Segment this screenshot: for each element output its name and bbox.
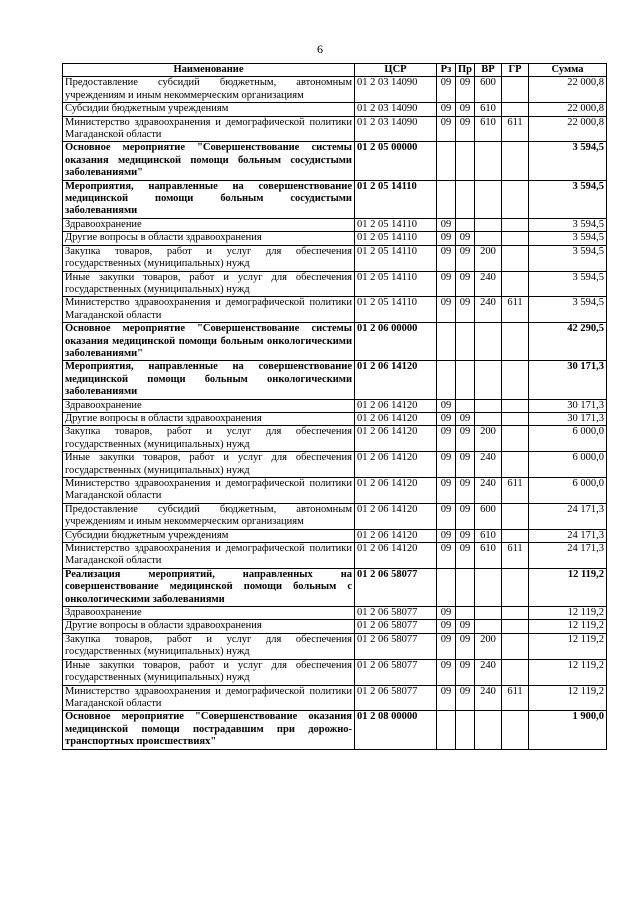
cell-pr: 09 — [456, 412, 475, 425]
cell-pr — [456, 323, 475, 361]
cell-sum: 22 000,8 — [529, 77, 607, 103]
cell-csr: 01 2 06 58077 — [355, 568, 437, 606]
cell-pr: 09 — [456, 245, 475, 271]
cell-name: Субсидии бюджетным учреждениям — [63, 529, 355, 542]
cell-sum: 24 171,3 — [529, 503, 607, 529]
cell-name: Основное мероприятие "Совершенствование системы оказания медицинской помощи больным онкологическими заболеваниями" — [63, 323, 355, 361]
cell-name: Основное мероприятие "Совершенствование оказания медицинской помощи пострадавшим при дорожно-транспортных происшествиях" — [63, 711, 355, 749]
cell-gr — [502, 245, 529, 271]
table-row — [63, 116, 607, 142]
cell-sum: 24 171,3 — [529, 543, 607, 569]
cell-name: Реализация мероприятий, направленных на совершенствование медицинской помощи больным с онкологическими заболеваниями — [63, 568, 355, 606]
cell-name: Субсидии бюджетным учреждениям — [63, 103, 355, 116]
cell-sum: 30 171,3 — [529, 361, 607, 399]
cell-name: Мероприятия, направленные на совершенствование медицинской помощи больным сосудистыми заболеваниями — [63, 180, 355, 218]
table-row — [63, 232, 607, 245]
table-row — [63, 77, 607, 103]
header-pr: Пр — [456, 64, 475, 77]
cell-rz: 09 — [437, 297, 456, 323]
cell-name: Здравоохранение — [63, 218, 355, 231]
cell-sum: 24 171,3 — [529, 529, 607, 542]
cell-rz: 09 — [437, 426, 456, 452]
table-row — [63, 180, 607, 218]
cell-sum: 3 594,5 — [529, 297, 607, 323]
cell-vr: 240 — [475, 271, 502, 297]
budget-table — [62, 63, 607, 750]
cell-sum: 12 119,2 — [529, 568, 607, 606]
cell-rz: 09 — [437, 543, 456, 569]
cell-rz — [437, 711, 456, 749]
cell-pr: 09 — [456, 633, 475, 659]
cell-vr: 200 — [475, 245, 502, 271]
table-row — [63, 503, 607, 529]
cell-sum: 12 119,2 — [529, 685, 607, 711]
cell-gr — [502, 232, 529, 245]
cell-csr: 01 2 06 14120 — [355, 426, 437, 452]
cell-pr: 09 — [456, 620, 475, 633]
table-row — [63, 568, 607, 606]
table-row — [63, 297, 607, 323]
cell-name: Министерство здравоохранения и демографической политики Магаданской области — [63, 478, 355, 504]
cell-name: Иные закупки товаров, работ и услуг для обеспечения государственных (муниципальных) нужд — [63, 452, 355, 478]
cell-name: Основное мероприятие "Совершенствование системы оказания медицинской помощи больным сосудистыми заболеваниями" — [63, 142, 355, 180]
cell-rz: 09 — [437, 77, 456, 103]
cell-csr: 01 2 06 14120 — [355, 543, 437, 569]
cell-gr — [502, 659, 529, 685]
cell-pr: 09 — [456, 297, 475, 323]
cell-pr: 09 — [456, 77, 475, 103]
cell-gr — [502, 361, 529, 399]
cell-vr: 610 — [475, 103, 502, 116]
cell-gr — [502, 633, 529, 659]
cell-pr: 09 — [456, 426, 475, 452]
cell-vr: 200 — [475, 426, 502, 452]
cell-vr — [475, 568, 502, 606]
cell-vr: 240 — [475, 685, 502, 711]
cell-name: Иные закупки товаров, работ и услуг для обеспечения государственных (муниципальных) нужд — [63, 659, 355, 685]
cell-rz: 09 — [437, 271, 456, 297]
cell-pr — [456, 142, 475, 180]
cell-name: Министерство здравоохранения и демографической политики Магаданской области — [63, 116, 355, 142]
cell-gr: 611 — [502, 297, 529, 323]
cell-sum: 12 119,2 — [529, 659, 607, 685]
cell-rz: 09 — [437, 103, 456, 116]
cell-rz: 09 — [437, 478, 456, 504]
cell-pr: 09 — [456, 116, 475, 142]
cell-sum: 30 171,3 — [529, 399, 607, 412]
table-row — [63, 659, 607, 685]
table-row — [63, 361, 607, 399]
table-row — [63, 685, 607, 711]
header-vr: ВР — [475, 64, 502, 77]
cell-gr: 611 — [502, 116, 529, 142]
table-row — [63, 271, 607, 297]
cell-pr — [456, 180, 475, 218]
cell-sum: 6 000,0 — [529, 452, 607, 478]
cell-pr: 09 — [456, 103, 475, 116]
cell-gr — [502, 77, 529, 103]
cell-csr: 01 2 08 00000 — [355, 711, 437, 749]
cell-vr — [475, 180, 502, 218]
table-row — [63, 543, 607, 569]
page-number: 6 — [317, 42, 323, 56]
cell-vr — [475, 620, 502, 633]
cell-sum: 1 900,0 — [529, 711, 607, 749]
cell-rz: 09 — [437, 452, 456, 478]
cell-gr — [502, 399, 529, 412]
cell-gr — [502, 620, 529, 633]
cell-vr: 610 — [475, 529, 502, 542]
header-rz: Рз — [437, 64, 456, 77]
cell-gr — [502, 503, 529, 529]
cell-sum: 12 119,2 — [529, 607, 607, 620]
cell-gr: 611 — [502, 543, 529, 569]
cell-name: Иные закупки товаров, работ и услуг для обеспечения государственных (муниципальных) нужд — [63, 271, 355, 297]
cell-vr — [475, 711, 502, 749]
cell-name: Другие вопросы в области здравоохранения — [63, 232, 355, 245]
header-sum: Сумма — [529, 64, 607, 77]
cell-csr: 01 2 06 14120 — [355, 412, 437, 425]
cell-gr — [502, 271, 529, 297]
cell-vr — [475, 361, 502, 399]
table-row — [63, 452, 607, 478]
cell-vr — [475, 142, 502, 180]
cell-pr: 09 — [456, 478, 475, 504]
cell-vr: 610 — [475, 116, 502, 142]
cell-pr — [456, 399, 475, 412]
cell-rz: 09 — [437, 685, 456, 711]
cell-vr — [475, 412, 502, 425]
cell-name: Закупка товаров, работ и услуг для обеспечения государственных (муниципальных) нужд — [63, 426, 355, 452]
cell-csr: 01 2 06 58077 — [355, 607, 437, 620]
cell-vr — [475, 323, 502, 361]
cell-name: Министерство здравоохранения и демографической политики Магаданской области — [63, 543, 355, 569]
cell-vr — [475, 232, 502, 245]
cell-pr: 09 — [456, 271, 475, 297]
header-gr: ГР — [502, 64, 529, 77]
cell-name: Здравоохранение — [63, 399, 355, 412]
cell-gr — [502, 103, 529, 116]
cell-csr: 01 2 05 14110 — [355, 232, 437, 245]
header-csr: ЦСР — [355, 64, 437, 77]
cell-csr: 01 2 06 14120 — [355, 452, 437, 478]
cell-name: Министерство здравоохранения и демографической политики Магаданской области — [63, 297, 355, 323]
cell-rz: 09 — [437, 659, 456, 685]
cell-vr: 240 — [475, 659, 502, 685]
cell-gr — [502, 218, 529, 231]
cell-gr — [502, 142, 529, 180]
cell-name: Закупка товаров, работ и услуг для обеспечения государственных (муниципальных) нужд — [63, 633, 355, 659]
cell-csr: 01 2 03 14090 — [355, 116, 437, 142]
cell-name: Другие вопросы в области здравоохранения — [63, 412, 355, 425]
cell-csr: 01 2 06 58077 — [355, 685, 437, 711]
cell-pr: 09 — [456, 452, 475, 478]
cell-name: Предоставление субсидий бюджетным, автономным учреждениям и иным некоммерческим организациям — [63, 503, 355, 529]
cell-rz: 09 — [437, 116, 456, 142]
table-row — [63, 620, 607, 633]
cell-gr — [502, 568, 529, 606]
cell-csr: 01 2 05 14110 — [355, 218, 437, 231]
cell-pr: 09 — [456, 232, 475, 245]
cell-rz: 09 — [437, 232, 456, 245]
cell-rz — [437, 142, 456, 180]
cell-vr: 200 — [475, 633, 502, 659]
table-row — [63, 633, 607, 659]
cell-csr: 01 2 03 14090 — [355, 103, 437, 116]
cell-pr: 09 — [456, 503, 475, 529]
cell-csr: 01 2 06 14120 — [355, 361, 437, 399]
cell-rz — [437, 323, 456, 361]
cell-gr — [502, 711, 529, 749]
cell-rz: 09 — [437, 633, 456, 659]
cell-rz — [437, 568, 456, 606]
cell-rz: 09 — [437, 218, 456, 231]
cell-rz: 09 — [437, 529, 456, 542]
cell-pr — [456, 218, 475, 231]
cell-rz: 09 — [437, 245, 456, 271]
cell-gr: 611 — [502, 478, 529, 504]
cell-sum: 3 594,5 — [529, 180, 607, 218]
cell-csr: 01 2 06 58077 — [355, 659, 437, 685]
cell-sum: 3 594,5 — [529, 142, 607, 180]
cell-vr: 240 — [475, 452, 502, 478]
cell-gr: 611 — [502, 685, 529, 711]
cell-vr: 600 — [475, 77, 502, 103]
table-row — [63, 323, 607, 361]
cell-gr — [502, 607, 529, 620]
cell-vr: 600 — [475, 503, 502, 529]
cell-pr: 09 — [456, 529, 475, 542]
cell-sum: 3 594,5 — [529, 271, 607, 297]
cell-sum: 6 000,0 — [529, 426, 607, 452]
cell-csr: 01 2 05 00000 — [355, 142, 437, 180]
cell-rz: 09 — [437, 620, 456, 633]
cell-sum: 6 000,0 — [529, 478, 607, 504]
cell-csr: 01 2 05 14110 — [355, 297, 437, 323]
cell-vr — [475, 399, 502, 412]
table-row — [63, 103, 607, 116]
cell-pr — [456, 607, 475, 620]
cell-gr — [502, 529, 529, 542]
cell-name: Мероприятия, направленные на совершенствование медицинской помощи больным онкологическими заболеваниями — [63, 361, 355, 399]
cell-pr: 09 — [456, 659, 475, 685]
cell-sum: 30 171,3 — [529, 412, 607, 425]
cell-csr: 01 2 06 14120 — [355, 478, 437, 504]
cell-vr — [475, 607, 502, 620]
cell-pr — [456, 361, 475, 399]
cell-rz: 09 — [437, 503, 456, 529]
cell-name: Министерство здравоохранения и демографической политики Магаданской области — [63, 685, 355, 711]
cell-sum: 12 119,2 — [529, 633, 607, 659]
cell-sum: 3 594,5 — [529, 232, 607, 245]
cell-vr: 610 — [475, 543, 502, 569]
cell-sum: 22 000,8 — [529, 103, 607, 116]
cell-gr — [502, 323, 529, 361]
header-name: Наименование — [63, 64, 355, 77]
cell-sum: 22 000,8 — [529, 116, 607, 142]
cell-csr: 01 2 06 00000 — [355, 323, 437, 361]
table-body — [63, 77, 607, 749]
cell-gr — [502, 412, 529, 425]
cell-pr — [456, 568, 475, 606]
cell-sum: 3 594,5 — [529, 245, 607, 271]
cell-rz: 09 — [437, 399, 456, 412]
table-header-row — [63, 64, 607, 77]
cell-sum: 3 594,5 — [529, 218, 607, 231]
cell-pr — [456, 711, 475, 749]
cell-rz — [437, 180, 456, 218]
cell-gr — [502, 452, 529, 478]
cell-rz: 09 — [437, 607, 456, 620]
cell-csr: 01 2 06 58077 — [355, 620, 437, 633]
cell-sum: 42 290,5 — [529, 323, 607, 361]
table-row — [63, 478, 607, 504]
cell-name: Закупка товаров, работ и услуг для обеспечения государственных (муниципальных) нужд — [63, 245, 355, 271]
cell-name: Другие вопросы в области здравоохранения — [63, 620, 355, 633]
cell-gr — [502, 180, 529, 218]
cell-vr: 240 — [475, 478, 502, 504]
table-row — [63, 711, 607, 749]
cell-gr — [502, 426, 529, 452]
table-row — [63, 426, 607, 452]
cell-vr: 240 — [475, 297, 502, 323]
cell-csr: 01 2 06 14120 — [355, 399, 437, 412]
cell-csr: 01 2 06 58077 — [355, 633, 437, 659]
cell-csr: 01 2 05 14110 — [355, 245, 437, 271]
table-row — [63, 142, 607, 180]
table-row — [63, 245, 607, 271]
cell-name: Здравоохранение — [63, 607, 355, 620]
cell-csr: 01 2 03 14090 — [355, 77, 437, 103]
cell-csr: 01 2 06 14120 — [355, 503, 437, 529]
cell-pr: 09 — [456, 543, 475, 569]
cell-name: Предоставление субсидий бюджетным, автономным учреждениям и иным некоммерческим организациям — [63, 77, 355, 103]
cell-sum: 12 119,2 — [529, 620, 607, 633]
table-row — [63, 412, 607, 425]
cell-pr: 09 — [456, 685, 475, 711]
cell-csr: 01 2 05 14110 — [355, 271, 437, 297]
table-row — [63, 529, 607, 542]
table-row — [63, 607, 607, 620]
cell-csr: 01 2 05 14110 — [355, 180, 437, 218]
cell-csr: 01 2 06 14120 — [355, 529, 437, 542]
cell-rz: 09 — [437, 412, 456, 425]
table-row — [63, 399, 607, 412]
cell-vr — [475, 218, 502, 231]
cell-rz — [437, 361, 456, 399]
table-row — [63, 218, 607, 231]
